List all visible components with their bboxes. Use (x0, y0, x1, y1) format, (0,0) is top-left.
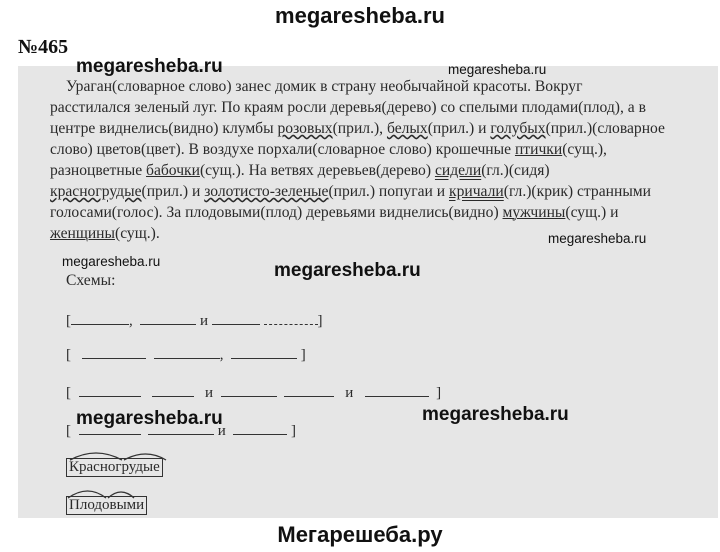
word-krasnogrudye: Красногрудые (66, 458, 163, 477)
scheme-4: [ и ] (66, 423, 297, 439)
scheme-1: [ , и ] (66, 313, 323, 329)
adjective-zolotisto: золотисто-зеленые (204, 183, 329, 200)
subject-zhenshchiny: женщины (50, 225, 116, 242)
adjective-rozovyh: розовых (277, 120, 333, 137)
site-header[interactable]: megaresheba.ru (275, 3, 445, 28)
schemes-title: Схемы: (66, 272, 116, 289)
word-plodovymi: Плодовыми (66, 496, 147, 515)
watermark: megaresheba.ru (76, 56, 223, 77)
subject-ptichki: птички (514, 141, 563, 158)
subject-babochki: бабочки (146, 162, 200, 179)
text-line: Ураган(словарное слово) занес домик в страну необычайной красоты. Вокруг (66, 78, 583, 95)
text-line: женщины(сущ.). (50, 225, 160, 242)
watermark: megaresheba.ru (448, 62, 547, 77)
watermark: megaresheba.ru (62, 254, 161, 269)
scheme-3: [ и и ] (66, 385, 442, 401)
exercise-text (50, 76, 670, 244)
watermark: megaresheba.ru (548, 231, 647, 246)
text-line: разноцветные бабочки(сущ.). На ветвях деревьев(дерево) сидели(гл.)(сидя) (50, 162, 550, 179)
predicate-krichali: кричали (449, 183, 504, 200)
watermark: megaresheba.ru (76, 408, 223, 429)
site-footer[interactable]: Мегарешеба.ру (0, 518, 720, 552)
text-line: голосами(голос). За плодовыми(плод) деревьями виднелись(видно) мужчины(сущ.) и (50, 204, 619, 221)
text-line: слово) цветов(цвет). В воздухе порхали(словарное слово) крошечные птички(сущ.), (50, 141, 607, 158)
adjective-krasnogrudye: красногрудые (50, 183, 142, 200)
text-line: центре виднелись(видно) клумбы розовых(прил.), белых(прил.) и голубых(прил.)(словарное (50, 120, 665, 137)
watermark: megaresheba.ru (422, 404, 569, 425)
adjective-belyh: белых (386, 120, 428, 137)
text-line: красногрудые(прил.) и золотисто-зеленые(прил.) попугаи и кричали(гл.)(крик) странными (50, 183, 652, 200)
watermark: megaresheba.ru (274, 260, 421, 281)
scheme-2: [ , ] (66, 347, 306, 363)
task-number: №465 (18, 36, 69, 58)
predicate-sideli: сидели (434, 162, 482, 179)
adjective-golubyh: голубых (490, 120, 546, 137)
text-line: расстилался зеленый луг. По краям росли деревья(дерево) со спелыми плодами(плод), а в (50, 99, 646, 116)
subject-muzhchiny: мужчины (502, 204, 566, 221)
